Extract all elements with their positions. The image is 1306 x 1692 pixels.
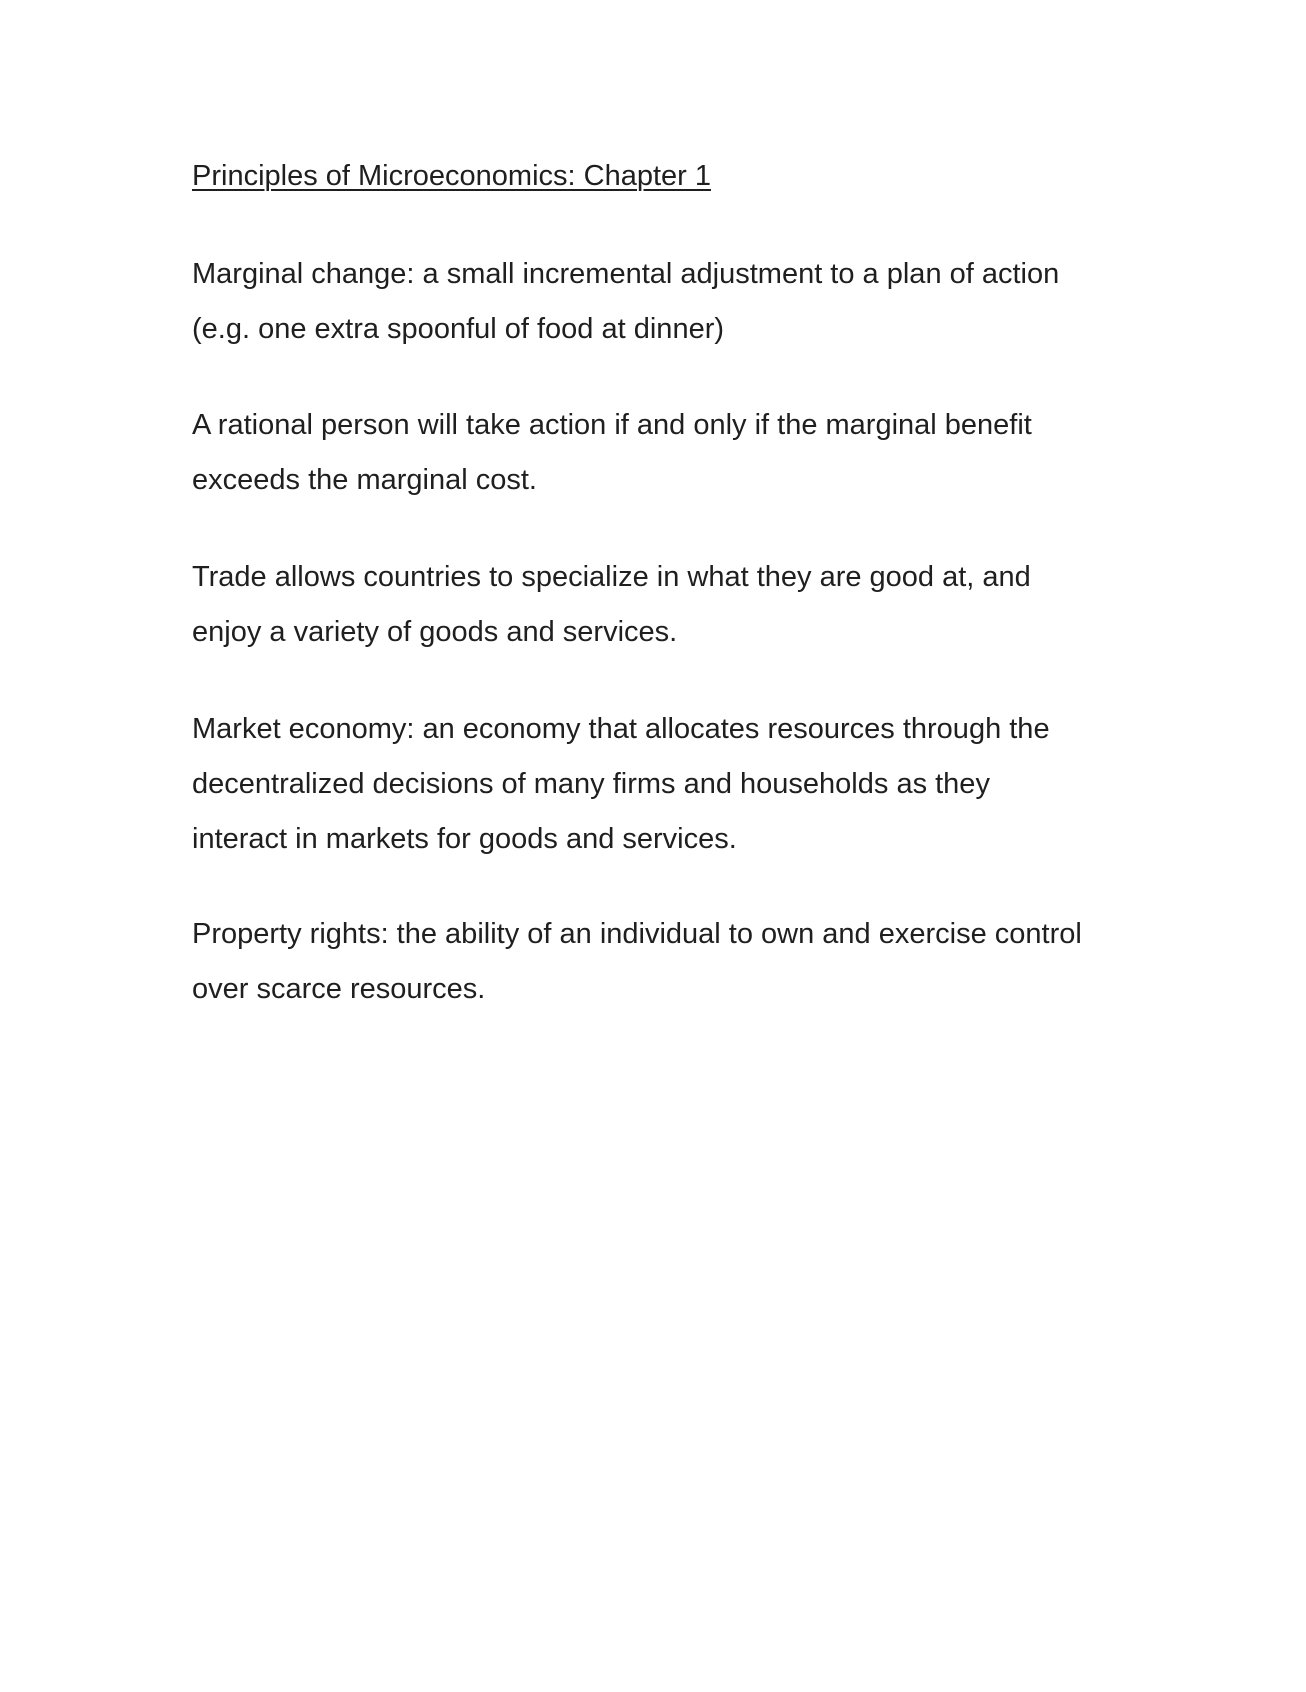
paragraph-line: exceeds the marginal cost.	[192, 464, 537, 496]
paragraph-trade	[192, 550, 1132, 660]
paragraph-line: Market economy: an economy that allocates resources through the	[192, 713, 1050, 745]
paragraph-line: Property rights: the ability of an individual to own and exercise control	[192, 918, 1082, 950]
paragraph-line: Marginal change: a small incremental adjustment to a plan of action	[192, 258, 1060, 290]
paragraph-rational-person	[192, 398, 1132, 508]
paragraph-line: decentralized decisions of many firms and households as they	[192, 768, 990, 800]
paragraph-line: enjoy a variety of goods and services.	[192, 616, 678, 648]
paragraph-line: A rational person will take action if and only if the marginal benefit	[192, 409, 1032, 441]
paragraph-market-economy	[192, 702, 1132, 867]
paragraph-line: over scarce resources.	[192, 973, 486, 1005]
paragraph-line: Trade allows countries to specialize in what they are good at, and	[192, 561, 1031, 593]
paragraph-marginal-change	[192, 247, 1132, 357]
document-title: Principles of Microeconomics: Chapter 1	[192, 160, 711, 192]
paragraph-line: interact in markets for goods and services.	[192, 823, 737, 855]
paragraph-property-rights	[192, 907, 1132, 1017]
paragraph-line: (e.g. one extra spoonful of food at dinner)	[192, 313, 725, 345]
